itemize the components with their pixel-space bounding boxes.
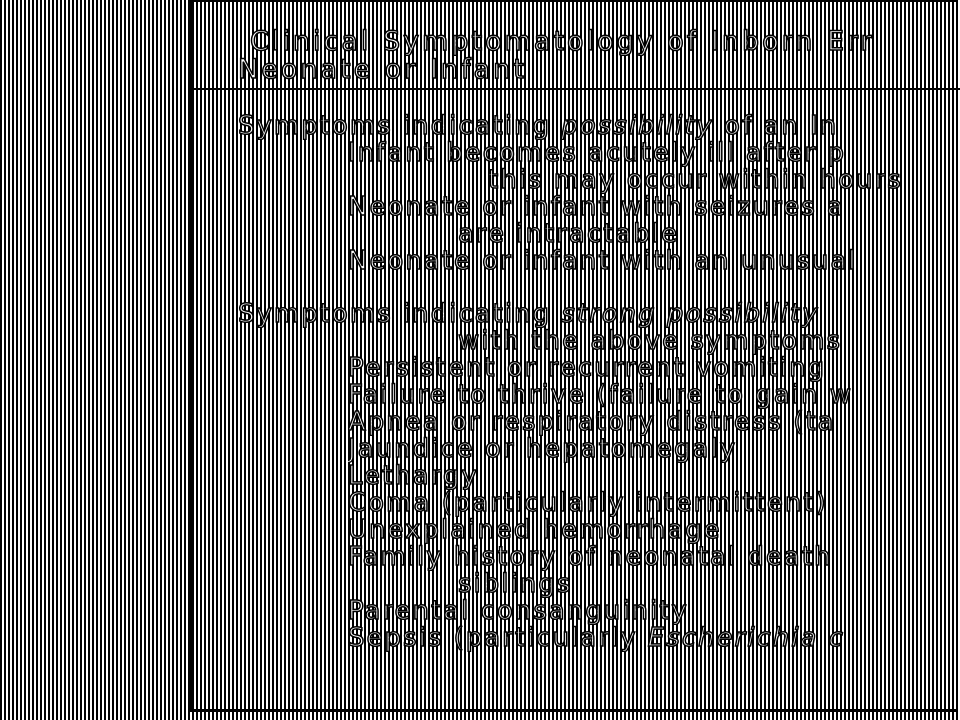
section1-item: Neonate or infant with an unusual xyxy=(348,247,858,275)
section2-item: Lethargy xyxy=(348,462,479,490)
slide-title-line-2: Neonate or Infant xyxy=(238,56,527,84)
section2-item: Failure to thrive (failure to gain w xyxy=(348,381,853,409)
section1-item-continuation: are intractable xyxy=(458,220,679,248)
section2-item-continuation: siblings xyxy=(458,570,573,598)
slide-title-line-1: Clinical Symptomatology of Inborn Err xyxy=(250,28,875,56)
section2-item-text: Sepsis (particularly xyxy=(348,624,648,652)
section1-item-continuation: this may occur within hours xyxy=(488,166,903,194)
title-divider xyxy=(190,88,960,90)
section1-heading-emphasis: possibility xyxy=(561,112,714,140)
section2-item: Coma (particularly intermittent) xyxy=(348,489,828,517)
section2-item: Apnea or respiratory distress (ta xyxy=(348,408,836,436)
section1-item: Neonate or infant with seizures a xyxy=(348,193,845,221)
section2-item xyxy=(348,624,958,652)
section2-item: Jaundice or hepatomegaly xyxy=(348,435,738,463)
section2-item: Unexplained hemorrhage xyxy=(348,516,722,544)
section1-heading-text: Symptoms indicating xyxy=(238,112,562,140)
section1-heading xyxy=(238,112,958,140)
section2-item: Persistent or recurrent vomiting xyxy=(348,354,827,382)
section2-item: Parental consanguinity xyxy=(348,597,689,625)
section2-heading xyxy=(238,300,958,328)
section1-item: Infant becomes acutely ill after p xyxy=(348,139,846,167)
section2-heading-continuation: with the above symptoms xyxy=(458,327,843,355)
section2-heading-emphasis: strong possibility xyxy=(561,300,820,328)
section1-heading-text-end: of an In xyxy=(713,112,839,140)
section2-heading-text: Symptoms indicating xyxy=(238,300,562,328)
section2-item: Family history of neonatal death xyxy=(348,543,833,571)
section2-item-emphasis: Escherichia c xyxy=(647,624,845,652)
